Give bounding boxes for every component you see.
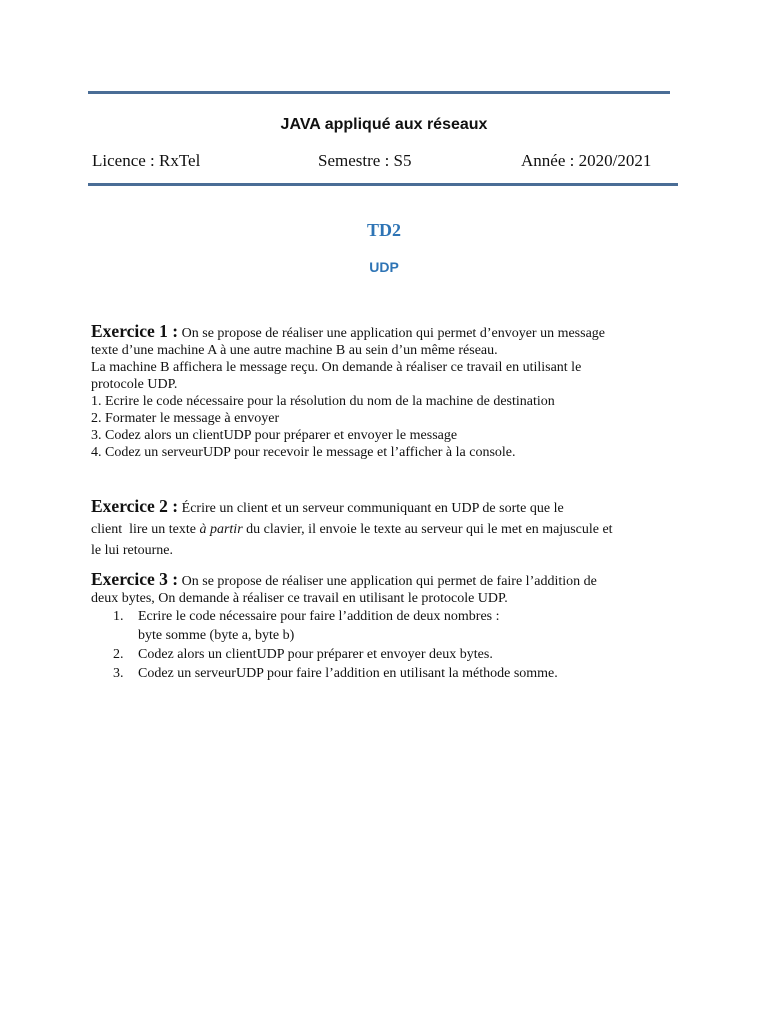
exercise-2-text: client lire un texte bbox=[91, 522, 200, 537]
list-item bbox=[91, 607, 681, 626]
list-item-text: Codez alors un clientUDP pour préparer et envoyer deux bytes. bbox=[138, 647, 493, 662]
exercise-3-list bbox=[91, 607, 681, 683]
exercise-1 bbox=[91, 323, 681, 461]
annee-label: Année : 2020/2021 bbox=[521, 151, 652, 170]
exercise-1-text: texte d’une machine A à une autre machine B au sein d’un même réseau. bbox=[91, 343, 498, 358]
list-item-text: Codez un serveurUDP pour faire l’addition en utilisant la méthode somme. bbox=[138, 666, 558, 681]
list-item-number: 3. bbox=[113, 666, 124, 681]
exercise-1-label: Exercice 1 : bbox=[91, 321, 179, 341]
exercise-1-step: 3. Codez alors un clientUDP pour préparer et envoyer le message bbox=[91, 428, 458, 443]
td-number: TD2 bbox=[366, 220, 401, 240]
exercise-1-text: protocole UDP. bbox=[91, 377, 178, 392]
exercise-1-step: 1. Ecrire le code nécessaire pour la résolution du nom de la machine de destination bbox=[91, 394, 555, 409]
exercise-1-step: 4. Codez un serveurUDP pour recevoir le message et l’afficher à la console. bbox=[91, 445, 516, 460]
exercise-2-text: Écrire un client et un serveur communiquant en UDP de sorte que le bbox=[181, 501, 564, 516]
exercise-2-text: le lui retourne. bbox=[91, 543, 174, 558]
exercise-2 bbox=[91, 496, 681, 561]
licence-label: Licence : RxTel bbox=[92, 151, 201, 170]
exercise-2-italic-text: à partir bbox=[199, 522, 243, 537]
semestre-label: Semestre : S5 bbox=[318, 151, 412, 170]
exercise-3-text: deux bytes, On demande à réaliser ce travail en utilisant le protocole UDP. bbox=[91, 591, 508, 606]
exercise-3 bbox=[91, 571, 681, 683]
course-title: JAVA appliqué aux réseaux bbox=[280, 116, 488, 133]
exercise-2-first-line bbox=[91, 496, 681, 519]
exercise-3-first-line bbox=[91, 571, 681, 590]
exercise-1-text: La machine B affichera le message reçu. On demande à réaliser ce travail en utilisant le bbox=[91, 360, 582, 375]
header-bottom-rule bbox=[88, 183, 678, 186]
list-item-number: 2. bbox=[113, 647, 124, 662]
list-item-text: Ecrire le code nécessaire pour faire l’addition de deux nombres : bbox=[138, 609, 500, 624]
td-topic: UDP bbox=[369, 259, 399, 275]
exercise-1-first-line bbox=[91, 323, 681, 342]
exercise-1-text: On se propose de réaliser une application qui permet d’envoyer un message bbox=[181, 326, 605, 341]
list-item bbox=[91, 664, 681, 683]
list-item-number: 1. bbox=[113, 609, 124, 624]
list-item-text: byte somme (byte a, byte b) bbox=[138, 628, 295, 643]
exercise-2-text: du clavier, il envoie le texte au serveur qui le met en majuscule et bbox=[242, 522, 613, 537]
exercise-2-label: Exercice 2 : bbox=[91, 496, 179, 516]
exercise-3-label: Exercice 3 : bbox=[91, 569, 179, 589]
list-item bbox=[91, 645, 681, 664]
exercise-2-second-line bbox=[91, 519, 681, 540]
exercise-3-text: On se propose de réaliser une application qui permet de faire l’addition de bbox=[181, 574, 597, 589]
exercise-1-step: 2. Formater le message à envoyer bbox=[91, 411, 280, 426]
list-item bbox=[91, 626, 681, 645]
header-top-rule bbox=[88, 91, 670, 94]
